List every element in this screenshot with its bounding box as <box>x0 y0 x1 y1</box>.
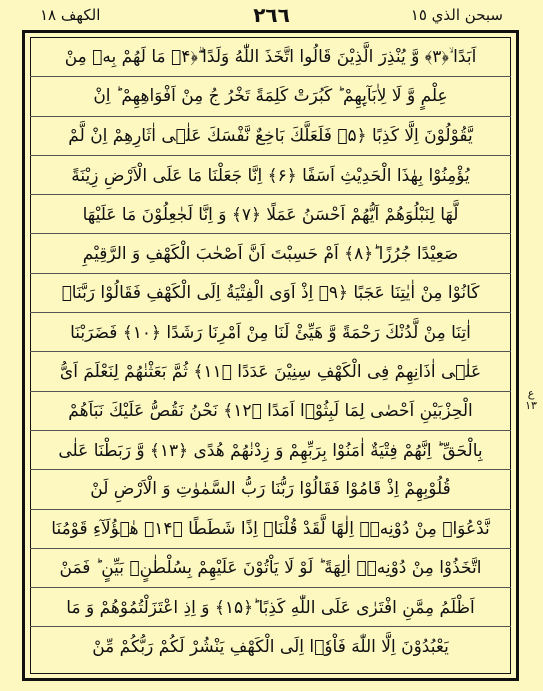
text-line: یَّقُوْلُوْنَ اِلَّا كَذِبًا ﴿۵﴾ فَلَعَلَّكَ بَاخِعٌ نَّفْسَكَ عَلٰۤى اٰثَارِهِمْ اِنْ لَّمْ <box>30 117 511 156</box>
ruku-marker: ع ١٣ <box>525 387 537 412</box>
text-line: صَعِیْدًا جُرُزًا ؕ﴿۸﴾ اَمْ حَسِبْتَ اَنَّ اَصْحٰبَ الْكَهْفِ وَ الرَّقِیْمِ <box>30 234 511 273</box>
page-header <box>0 0 543 30</box>
text-line: الْحِزْبَیْنِ اَحْصٰى لِمَا لَبِثُوْۤا اَمَدًا ﴿۱۲﴾ نَحْنُ نَقُصُّ عَلَیْكَ نَبَاَهُمْ <box>30 392 511 431</box>
text-line: عَلٰۤى اٰذَانِهِمْ فِی الْكَهْفِ سِنِیْنَ عَدَدًا ﴿۱۱﴾ ثُمَّ بَعَثْنٰهُمْ لِنَعْلَمَ اَیُّ <box>30 352 511 391</box>
surah-name: الكهف ١٨ <box>40 6 101 24</box>
text-line: قُلُوْبِهِمْ اِذْ قَامُوْا فَقَالُوْا رَبُّنَا رَبُّ السَّمٰوٰتِ وَ الْاَرْضِ لَنْ <box>30 470 511 509</box>
para-name: سبحن الذي ١٥ <box>410 6 503 24</box>
text-line: عِلْمٍ وَّ لَا لِاٰبَآىِٕهِمْ ؕ كَبُرَتْ كَلِمَةً تَخْرُ جُ مِنْ اَفْوَاهِهِمْ ؕ اِنْ <box>30 77 511 116</box>
text-line: یُؤْمِنُوْا بِهٰذَا الْحَدِیْثِ اَسَفًا ﴿۶﴾ اِنَّا جَعَلْنَا مَا عَلَى الْاَرْضِ زِیْنَةً <box>30 156 511 195</box>
text-line: كَانُوْا مِنْ اٰیٰتِنَا عَجَبًا ﴿۹﴾ اِذْ اَوَى الْفِتْیَةُ اِلَى الْكَهْفِ فَقَالُوْا رَبَّنَاۤ <box>30 274 511 313</box>
text-line: نَّدْعُوَاۡ مِنْ دُوْنِهٖۤ اِلٰهًا لَّقَدْ قُلْنَاۤ اِذًا شَطَطًا ﴿۱۴﴾ هٰۤؤُلَآءِ قَوْمُنَا <box>30 510 511 549</box>
text-line: یَعْبُدُوْنَ اِلَّا اللّٰهَ فَاْوٗۤا اِلَى الْكَهْفِ یَنْشُرْ لَكُمْ رَبُّكُمْ مِّنْ <box>92 637 449 658</box>
quran-text <box>30 38 511 667</box>
page-number: ٢٦٦ <box>253 3 290 27</box>
text-line: اتَّخَذُوْا مِنْ دُوْنِهٖۤ اٰلِهَةً ؕ لَوْ لَا یَاْتُوْنَ عَلَیْهِمْ بِسُلْطٰنٍۭ بَیِّنٍ ؕ فَمَنْ <box>30 549 511 588</box>
text-line: بِالْحَقِّ ؕ اِنَّهُمْ فِتْیَةٌ اٰمَنُوْا بِرَبِّهِمْ وَ زِدْنٰهُمْ هُدًى ﴿۱۳﴾ وَّ رَبَطْنَا عَلٰى <box>30 431 511 470</box>
text-line: اٰتِنَا مِنْ لَّدُنْكَ رَحْمَةً وَّ هَیِّئْ لَنَا مِنْ اَمْرِنَا رَشَدًا ﴿۱۰﴾ فَضَرَبْنَا <box>30 313 511 352</box>
text-line: لَّهَا لِنَبْلُوَهُمْ اَیُّهُمْ اَحْسَنُ عَمَلًا ﴿۷﴾ وَ اِنَّا لَجٰعِلُوْنَ مَا عَلَیْهَا <box>30 195 511 234</box>
text-line: اَظْلَمُ مِمَّنِ افْتَرٰى عَلَى اللّٰهِ كَذِبًا ؕ﴿۱۵﴾ وَ اِذِ اعْتَزَلْتُمُوْهُمْ وَ مَا <box>30 588 511 627</box>
text-line: اَبَدًا ۙ﴿۳﴾ وَّ یُنْذِرَ الَّذِیْنَ قَالُوا اتَّخَذَ اللّٰهُ وَلَدًا ۗ﴿۴﴾ مَا لَهُمْ بِهٖ مِنْ <box>30 38 511 77</box>
